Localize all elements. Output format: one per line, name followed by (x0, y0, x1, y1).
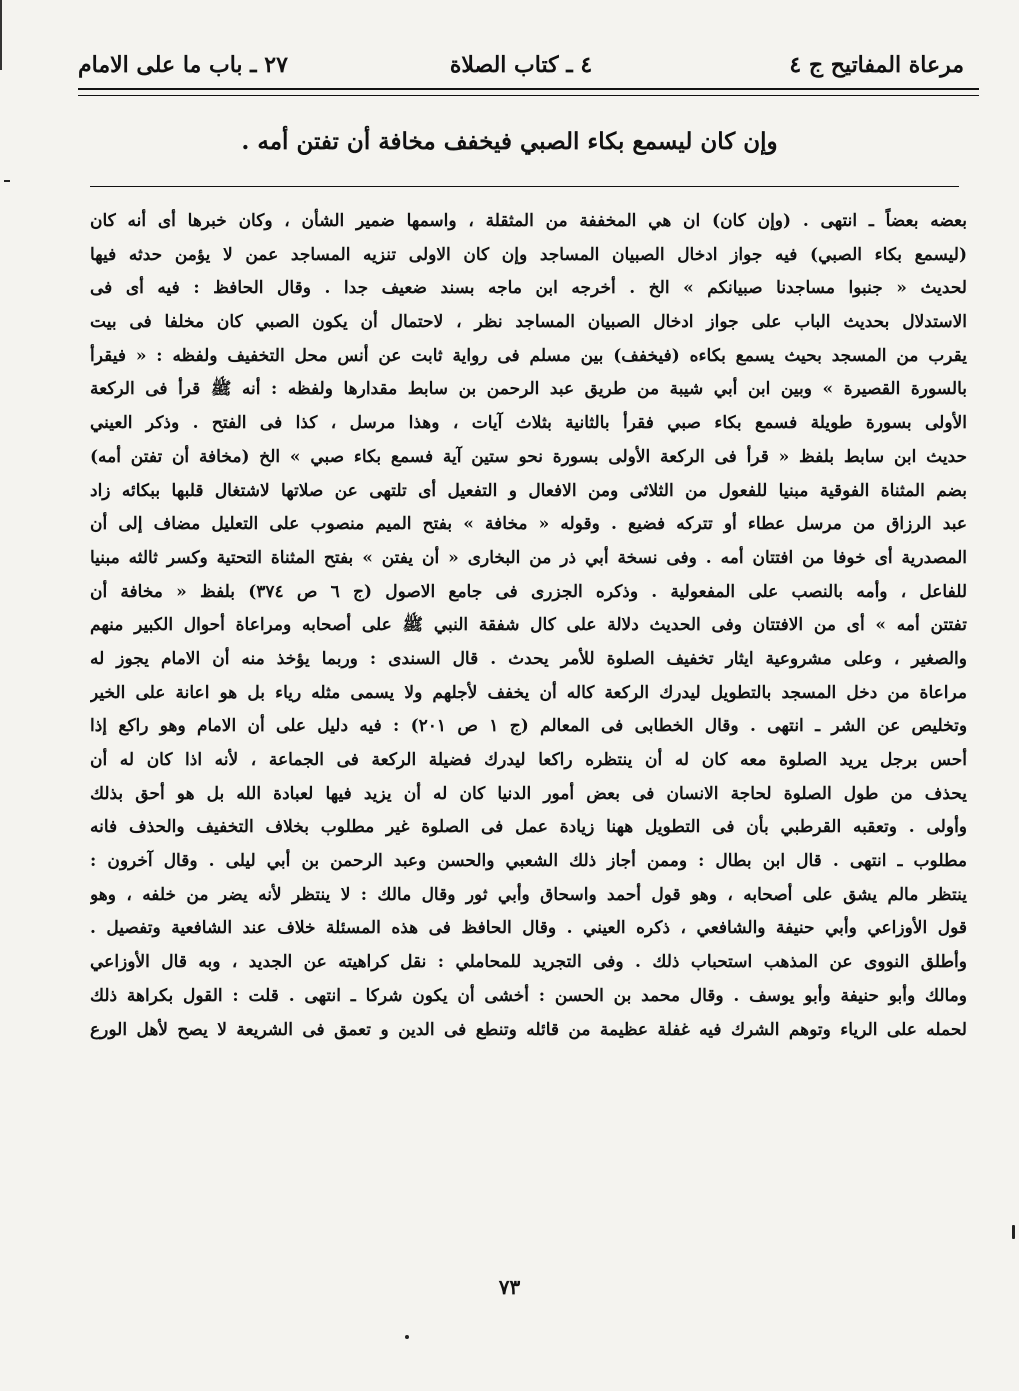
commentary-line: أحس برجل يريد الصلوة معه كان له أن ينتظره راكعا ليدرك فضيلة الركعة فى الجماعة ، لأنه اذا كان له أن (90, 750, 967, 770)
running-header (78, 48, 964, 84)
commentary-line: وأطلق النووى عن المذهب استحباب ذلك . وفى التجريد للمحاملي : نقل كراهيته عن الجديد ، وبه قال الأوزاعي (90, 952, 967, 973)
commentary-line: يحذف من طول الصلوة لحاجة الانسان فى بعض أمور الدنيا كان له أن يزيد فيها لعبادة الله بل هو أحق بذلك (90, 783, 967, 804)
scan-edge-shadow (0, 0, 2, 70)
header-section: ٢٧ ـ باب ما على الامام (78, 52, 288, 78)
hadith-text: وإن كان ليسمع بكاء الصبي فيخفف مخافة أن تفتن أمه . (241, 128, 778, 155)
commentary-body (90, 205, 967, 1047)
commentary-line: وتخليص عن الشر ـ انتهى . وقال الخطابى فى المعالم (ج ١ ص ٢٠١) : فيه دليل على أن الامام وهو راكع إذا (90, 716, 967, 737)
header-book-volume: مرعاة المفاتيح ج ٤ (789, 52, 964, 78)
commentary-line: وأولى . وتعقبه القرطبي بأن فى التطويل ههنا زيادة عمل فى الصلوة غير مطلوب بخلاف التخفيف والحذف فانه (90, 817, 967, 838)
commentary-line: الأولى بسورة طويلة فسمع بكاء صبي فقرأ بالثانية بثلاث آيات ، وهذا مرسل ، كذا فى الفتح . وذكر العيني (90, 413, 967, 434)
scan-edge-mark (4, 180, 10, 182)
commentary-line: بضم المثناة الفوقية مبنيا للفعول من الثلاثى ومن الافعال و التفعيل أى تلتهى عن صلاتها لاشتغال قلبها ببكائه زاد (90, 480, 967, 501)
commentary-line: (ليسمع بكاء الصبي) فيه جواز ادخال الصبيان المساجد وإن كان الاولى تنزيه المساجد عمن لا يؤمن حدثه فيها (90, 244, 967, 265)
commentary-line: يقرب من المسجد بحيث يسمع بكاءه (فيخفف) بين مسلم فى رواية ثابت عن أنس محل التخفيف ولفظه : « فيقرأ (90, 345, 967, 366)
scan-edge-mark (1012, 1225, 1015, 1239)
commentary-line: بالسورة القصيرة » وبين ابن أبي شيبة من طريق عبد الرحمن بن سابط مقدارها ولفظه : أنه ﷺ قرأ فى الركعة (90, 379, 967, 400)
commentary-line: مراعاة من دخل المسجد بالتطويل ليدرك الركعة كاله أن يخفف لأجلهم ولا يسمى مثله رياء بل هو اعانة على الخير (90, 682, 967, 703)
commentary-line: ينتظر مالم يشق على أصحابه ، وهو قول أحمد واسحاق وأبي ثور وقال مالك : لا ينتظر لأنه يضر من خلفه ، وهو (90, 884, 967, 905)
commentary-line: قول الأوزاعي وأبي حنيفة والشافعي ، ذكره العيني . وقال الحافظ فى هذه المسئلة خلاف عند الشافعية وتفصيل . (90, 918, 967, 939)
commentary-line: حديث ابن سابط بلفظ « قرأ فى الركعة الأولى بسورة نحو ستين آية فسمع بكاء صبي » الخ (مخافة أن تفتن أمه) (90, 446, 967, 467)
commentary-line: عبد الرزاق من مرسل عطاء أو تتركه فضيع . وقوله « مخافة » بفتح الميم منصوب على التعليل مضاف إلى أن (90, 514, 967, 535)
scan-dot (405, 1335, 409, 1339)
commentary-line: تفتتن أمه » أى من الافتتان وفى الحديث دلالة على كال شفقة النبي ﷺ على أصحابه ومراعاة أحوال الكبير منهم (90, 615, 967, 636)
header-double-rule (78, 88, 979, 96)
commentary-line: الاستدلال بحديث الباب على جواز ادخال الصبيان المساجد نظر ، لاحتمال أن يكون الصبي كان مخلفا فى بيت (90, 312, 967, 333)
commentary-line: لحمله على الرياء وتوهم الشرك فيه غفلة عظيمة من قائله وتنطع فى الدين و تعمق فى الشريعة لا يصح لأهل الورع (90, 1019, 967, 1040)
page-number: ٧٣ (498, 1275, 521, 1299)
hadith-divider-rule (90, 186, 959, 187)
commentary-line: والصغير ، وعلى مشروعية ايثار تخفيف الصلوة للأمر يحدث . قال السندى : وربما يؤخذ منه أن الامام يجوز له (90, 648, 967, 669)
commentary-line: للفاعل ، وأمه بالنصب على المفعولية . وذكره الجزرى فى جامع الاصول (ج ٦ ص ٣٧٤) بلفظ « مخافة أن (90, 581, 967, 602)
commentary-line: مطلوب ـ انتهى . قال ابن بطال : وممن أجاز ذلك الشعبي والحسن وعبد الرحمن بن أبي ليلى . وقال آخرون : (90, 851, 967, 872)
commentary-line: لحديث « جنبوا مساجدنا صبيانكم » الخ . أخرجه ابن ماجه بسند ضعيف جدا . وقال الحافظ : فيه أى فى (90, 278, 967, 299)
commentary-line: ومالك وأبو حنيفة وأبو يوسف . وقال محمد بن الحسن : أخشى أن يكون شركا ـ انتهى . قلت : القول بكراهة ذلك (90, 985, 967, 1006)
commentary-line: المصدرية أى خوفا من افتتان أمه . وفى نسخة أبي ذر من البخارى « أن يفتن » بفتح المثناة التحتية وكسر ثالثه مبنيا (90, 547, 967, 568)
header-chapter: ٤ ـ كتاب الصلاة (449, 52, 593, 78)
commentary-line: بعضه بعضاً ـ انتهى . (وإن كان) ان هي المخففة من المثقلة ، واسمها ضمير الشأن ، وكان خبرها أى أنه كان (90, 211, 967, 231)
